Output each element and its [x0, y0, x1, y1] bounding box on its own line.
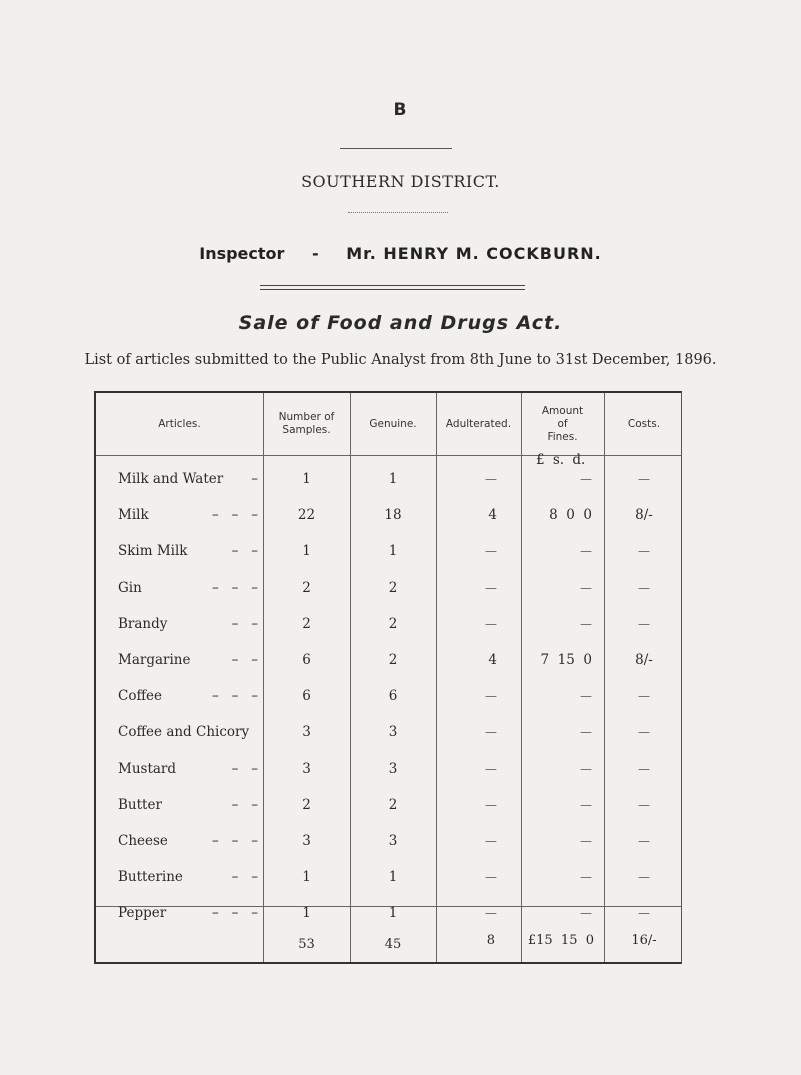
samples-cell: 3 — [302, 760, 311, 777]
inspector-dash: - — [312, 244, 319, 263]
costs-cell: — — [638, 472, 650, 486]
col-header-articles: Articles. — [158, 417, 201, 430]
adulterated-cell: — — [485, 544, 497, 559]
costs-cell: — — [638, 616, 650, 631]
article-name: Pepper — [118, 905, 167, 922]
adulterated-cell: — — [485, 834, 497, 848]
samples-cell: 1 — [302, 543, 311, 560]
genuine-cell: 1 — [388, 471, 398, 487]
article-name: Butterine — [118, 869, 183, 886]
fines-cell: 8 0 0 — [549, 507, 592, 524]
samples-cell: 22 — [297, 507, 316, 524]
total-fines: £15 15 0 — [527, 933, 594, 948]
article-name: Margarine — [118, 652, 191, 668]
double-rule — [260, 285, 525, 290]
leader-dashes: – – — [231, 796, 258, 813]
costs-cell: — — [638, 834, 650, 848]
genuine-cell: 3 — [388, 724, 398, 741]
total-samples: 53 — [298, 937, 315, 952]
adulterated-cell: — — [485, 870, 497, 885]
leader-dashes: – – — [231, 652, 258, 668]
samples-cell: 2 — [302, 796, 311, 813]
article-name: Butter — [118, 796, 162, 813]
fines-cell: — — [580, 689, 592, 704]
samples-cell: 2 — [302, 615, 311, 632]
adulterated-cell: — — [485, 616, 497, 631]
costs-cell: 8/- — [635, 652, 653, 668]
leader-dashes: – — [251, 471, 258, 487]
fines-cell: — — [580, 725, 592, 740]
act-title: Sale of Food and Drugs Act. — [238, 312, 563, 334]
samples-cell: 1 — [302, 905, 311, 922]
costs-cell: 8/- — [635, 507, 653, 524]
leader-dashes: – – – — [212, 579, 258, 596]
genuine-cell: 2 — [388, 652, 398, 668]
leader-dashes: – – – — [212, 905, 258, 922]
total-costs: 16/- — [631, 933, 657, 948]
col-header-adulterated: Adulterated. — [445, 417, 512, 430]
col-header-genuine: Genuine. — [369, 417, 417, 430]
samples-cell: 1 — [302, 869, 311, 886]
fines-cell: — — [580, 472, 592, 486]
article-name: Skim Milk — [118, 543, 188, 560]
article-name: Coffee — [118, 688, 163, 705]
article-name: Milk and Water — [118, 471, 224, 487]
fines-cell: — — [580, 761, 592, 776]
genuine-cell: 6 — [388, 688, 398, 705]
leader-dashes: – – — [231, 760, 258, 777]
costs-cell: — — [638, 870, 650, 885]
samples-cell: 1 — [302, 471, 311, 487]
genuine-cell: 2 — [388, 615, 398, 632]
inspector-name: Mr. HENRY M. COCKBURN. — [346, 244, 602, 263]
costs-cell: — — [638, 725, 650, 740]
costs-cell: — — [638, 761, 650, 776]
genuine-cell: 2 — [388, 796, 398, 813]
leader-dashes: – – — [231, 543, 258, 560]
adulterated-cell: — — [485, 906, 497, 921]
genuine-cell: 1 — [388, 543, 398, 560]
leader-dashes: – – – — [212, 833, 258, 849]
inspector-line — [0, 244, 801, 263]
leader-dashes: – – — [231, 869, 258, 886]
genuine-cell: 18 — [384, 507, 402, 524]
currency-subheader: £ s. d. — [536, 452, 586, 468]
col-header-costs: Costs. — [627, 417, 661, 430]
header-rule — [96, 455, 681, 456]
fines-cell: — — [580, 834, 592, 848]
fines-cell: 7 15 0 — [540, 652, 592, 668]
costs-cell: — — [638, 580, 650, 595]
genuine-cell: 3 — [388, 760, 398, 777]
article-name: Coffee and Chicory — [118, 724, 250, 741]
inspector-label: Inspector — [199, 244, 285, 263]
adulterated-cell: 4 — [488, 652, 497, 668]
article-name: Milk — [118, 507, 149, 524]
adulterated-cell: — — [485, 689, 497, 704]
leader-dashes: – – – — [212, 688, 258, 705]
fines-cell: — — [580, 580, 592, 595]
fines-cell: — — [580, 797, 592, 812]
samples-cell: 3 — [302, 833, 311, 849]
costs-cell: — — [638, 906, 650, 921]
fines-cell: — — [580, 906, 592, 921]
article-name: Brandy — [118, 615, 168, 632]
adulterated-cell: — — [485, 472, 497, 486]
costs-cell: — — [638, 689, 650, 704]
samples-cell: 6 — [302, 652, 311, 668]
table-caption: List of articles submitted to the Public Analyst from 8th June to 31st December, 1896. — [84, 352, 717, 368]
col-header-fines: Amount of Fines. — [541, 404, 584, 443]
genuine-cell: 2 — [388, 579, 398, 596]
article-name: Gin — [118, 579, 142, 596]
genuine-cell: 1 — [388, 869, 398, 886]
costs-cell: — — [638, 797, 650, 812]
samples-cell: 3 — [302, 724, 311, 741]
leader-dashes: – – — [231, 615, 258, 632]
total-genuine: 45 — [384, 937, 402, 952]
total-adulterated: 8 — [486, 933, 495, 948]
adulterated-cell: 4 — [488, 507, 497, 524]
divider-rule — [340, 148, 452, 149]
article-name: Cheese — [118, 833, 168, 849]
article-name: Mustard — [118, 760, 177, 777]
samples-cell: 2 — [302, 579, 311, 596]
samples-cell: 6 — [302, 688, 311, 705]
articles-table — [94, 391, 682, 964]
page-letter: B — [393, 100, 408, 120]
adulterated-cell: — — [485, 761, 497, 776]
leader-dashes: – – – — [212, 507, 258, 524]
genuine-cell: 3 — [388, 833, 398, 849]
fines-cell: — — [580, 870, 592, 885]
genuine-cell: 1 — [388, 905, 398, 922]
col-header-samples: Number of Samples. — [278, 411, 335, 436]
fines-cell: — — [580, 544, 592, 559]
costs-cell: — — [638, 544, 650, 559]
fines-cell: — — [580, 616, 592, 631]
district-heading: SOUTHERN DISTRICT. — [301, 172, 500, 191]
dotted-divider — [348, 212, 448, 213]
adulterated-cell: — — [485, 580, 497, 595]
adulterated-cell: — — [485, 797, 497, 812]
adulterated-cell: — — [485, 725, 497, 740]
